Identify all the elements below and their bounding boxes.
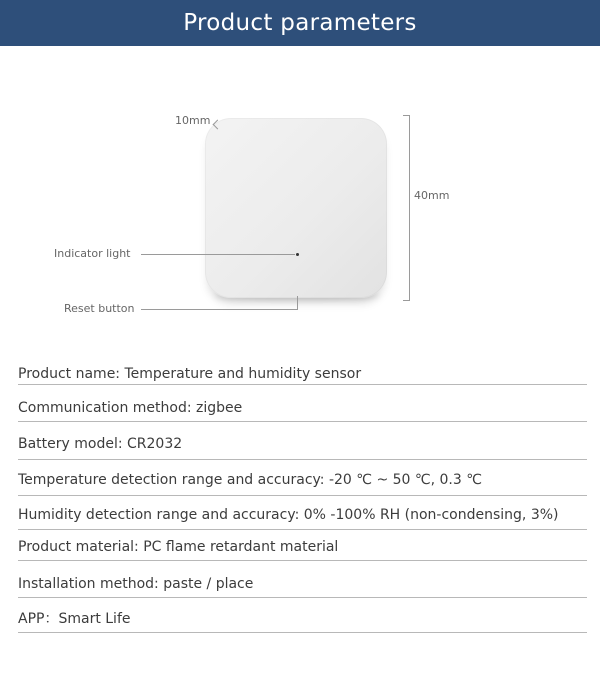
height-dimension-top-tick	[403, 115, 410, 116]
reset-button-leader-line	[141, 309, 298, 310]
param-divider	[18, 632, 587, 633]
page-title: Product parameters	[183, 10, 417, 36]
param-product-material: Product material: PC flame retardant material	[18, 539, 339, 555]
reset-button-leader-tick	[297, 296, 298, 310]
param-divider	[18, 495, 587, 496]
param-battery-model: Battery model: CR2032	[18, 436, 183, 452]
param-communication-method: Communication method: zigbee	[18, 400, 243, 416]
indicator-light-leader-line	[141, 254, 295, 255]
sensor-device-image	[205, 118, 387, 298]
param-humidity-range: Humidity detection range and accuracy: 0% -100% RH (non-condensing, 3%)	[18, 507, 559, 523]
param-installation-method: Installation method: paste / place	[18, 576, 254, 592]
height-dimension-line	[409, 115, 410, 301]
indicator-light-dot	[296, 253, 299, 256]
param-divider	[18, 597, 587, 598]
height-label: 40mm	[414, 189, 450, 202]
param-temperature-range: Temperature detection range and accuracy: -20 ℃ ~ 50 ℃, 0.3 ℃	[18, 472, 482, 488]
reset-button-label: Reset button	[64, 302, 135, 315]
param-divider	[18, 560, 587, 561]
param-divider	[18, 384, 587, 385]
header-bar	[0, 0, 600, 46]
param-divider	[18, 459, 587, 460]
param-divider	[18, 421, 587, 422]
height-dimension-bottom-tick	[403, 300, 410, 301]
indicator-light-label: Indicator light	[54, 247, 131, 260]
thickness-label: 10mm	[175, 114, 211, 127]
param-product-name: Product name: Temperature and humidity sensor	[18, 366, 362, 382]
param-divider	[18, 529, 587, 530]
param-app: APP：Smart Life	[18, 611, 131, 627]
